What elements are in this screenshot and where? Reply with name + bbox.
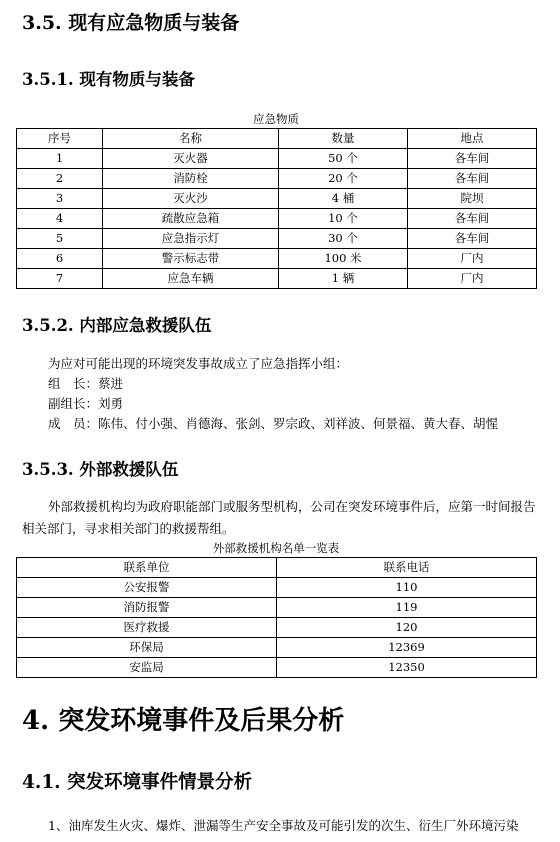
- cell-name: 疏散应急箱: [103, 209, 279, 229]
- external-rescue-paragraph: 外部救援机构均为政府职能部门或服务型机构，公司在突发环境事件后，应第一时间报告相关部门，寻求相关部门的救援帮组。: [22, 499, 536, 536]
- cell-index: 1: [17, 149, 103, 169]
- cell-quantity: 20 个: [279, 169, 408, 189]
- table-row: [17, 658, 537, 678]
- scenario-paragraph: 1、油库发生火灾、爆炸、泄漏等生产安全事故及可能引发的次生、衍生厂外环境污染: [48, 818, 519, 833]
- table-row: [17, 209, 537, 229]
- cell-name: 消防栓: [103, 169, 279, 189]
- cell-quantity: 30 个: [279, 229, 408, 249]
- cell-unit: 环保局: [17, 638, 277, 658]
- table-row: [17, 269, 537, 289]
- table-row: [17, 229, 537, 249]
- cell-quantity: 10 个: [279, 209, 408, 229]
- team-deputy: 副组长：刘勇: [48, 396, 124, 411]
- emergency-team-intro: 为应对可能出现的环境突发事故成立了应急指挥小组：: [48, 356, 349, 371]
- header-cell: 联系电话: [277, 558, 537, 578]
- header-cell: 名称: [103, 129, 279, 149]
- cell-phone: 119: [277, 598, 537, 618]
- table-header-row: [17, 129, 537, 149]
- cell-quantity: 50 个: [279, 149, 408, 169]
- table-row: [17, 578, 537, 598]
- heading-4: 4. 突发环境事件及后果分析: [22, 706, 345, 736]
- cell-index: 5: [17, 229, 103, 249]
- cell-name: 灭火器: [103, 149, 279, 169]
- table-row: [17, 189, 537, 209]
- cell-location: 厂内: [408, 269, 537, 289]
- table-row: [17, 249, 537, 269]
- cell-index: 2: [17, 169, 103, 189]
- cell-name: 应急车辆: [103, 269, 279, 289]
- cell-name: 警示标志带: [103, 249, 279, 269]
- table-row: [17, 598, 537, 618]
- header-cell: 数量: [279, 129, 408, 149]
- cell-location: 厂内: [408, 249, 537, 269]
- header-cell: 联系单位: [17, 558, 277, 578]
- cell-name: 灭火沙: [103, 189, 279, 209]
- emergency-supplies-table: [16, 128, 537, 289]
- cell-location: 各车间: [408, 149, 537, 169]
- cell-index: 6: [17, 249, 103, 269]
- team-members: 成 员：陈伟、付小强、肖德海、张剑、罗宗政、刘祥波、何景福、黄大春、胡惺: [48, 416, 499, 431]
- cell-quantity: 1 辆: [279, 269, 408, 289]
- cell-index: 3: [17, 189, 103, 209]
- table-caption-external-rescue: 外部救援机构名单一览表: [212, 541, 340, 555]
- cell-quantity: 4 桶: [279, 189, 408, 209]
- cell-index: 7: [17, 269, 103, 289]
- cell-phone: 110: [277, 578, 537, 598]
- table-row: [17, 149, 537, 169]
- table-header-row: [17, 558, 537, 578]
- cell-index: 4: [17, 209, 103, 229]
- heading-3-5-2: 3.5.2. 内部应急救援队伍: [22, 316, 212, 335]
- cell-location: 各车间: [408, 209, 537, 229]
- external-rescue-table: [16, 557, 537, 678]
- heading-3-5-1: 3.5.1. 现有物质与装备: [22, 70, 195, 89]
- cell-location: 各车间: [408, 169, 537, 189]
- table-caption-emergency-supplies: 应急物质: [253, 112, 299, 126]
- cell-unit: 公安报警: [17, 578, 277, 598]
- table-row: [17, 638, 537, 658]
- table-row: [17, 169, 537, 189]
- cell-location: 院坝: [408, 189, 537, 209]
- cell-phone: 120: [277, 618, 537, 638]
- heading-3-5-3: 3.5.3. 外部救援队伍: [22, 460, 179, 479]
- heading-4-1: 4.1. 突发环境事件情景分析: [22, 772, 253, 793]
- header-cell: 序号: [17, 129, 103, 149]
- cell-location: 各车间: [408, 229, 537, 249]
- cell-name: 应急指示灯: [103, 229, 279, 249]
- cell-quantity: 100 米: [279, 249, 408, 269]
- cell-unit: 医疗救援: [17, 618, 277, 638]
- team-leader: 组 长：蔡进: [48, 376, 124, 391]
- cell-unit: 安监局: [17, 658, 277, 678]
- cell-unit: 消防报警: [17, 598, 277, 618]
- heading-3-5: 3.5. 现有应急物质与装备: [22, 12, 240, 34]
- header-cell: 地点: [408, 129, 537, 149]
- cell-phone: 12350: [277, 658, 537, 678]
- cell-phone: 12369: [277, 638, 537, 658]
- table-row: [17, 618, 537, 638]
